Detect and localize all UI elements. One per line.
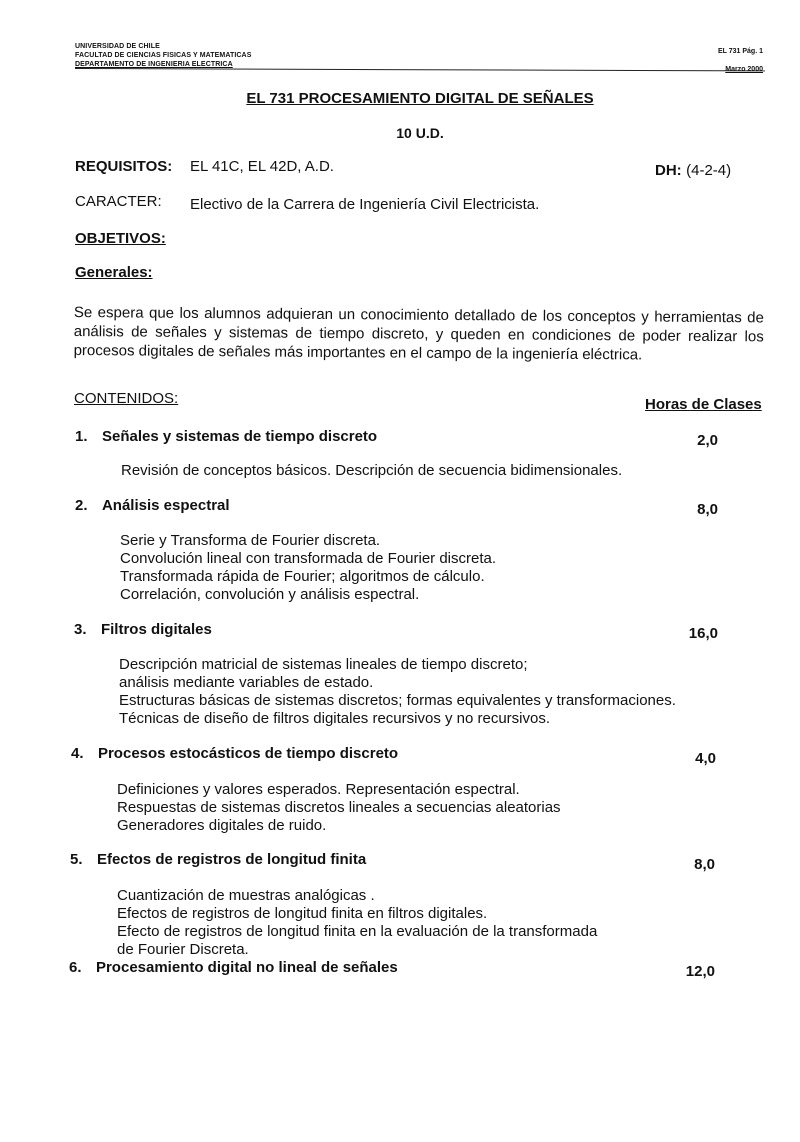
dh-label: DH: — [655, 162, 682, 179]
content-item — [75, 428, 377, 446]
header-rule — [75, 68, 765, 71]
item-number: 1. — [75, 428, 88, 445]
dh-field — [655, 162, 731, 180]
description-line: Efecto de registros de longitud finita en la evaluación de la transformada — [117, 923, 598, 940]
institution-header — [75, 42, 251, 69]
description-line: Correlación, convolución y análisis espectral. — [120, 586, 420, 603]
content-item — [70, 851, 366, 869]
contenidos-heading: CONTENIDOS: — [74, 390, 179, 407]
item-title: Efectos de registros de longitud finita — [96, 851, 367, 868]
description-line: Revisión de conceptos básicos. Descripción de secuencia bidimensionales. — [121, 462, 623, 479]
item-hours: 2,0 — [697, 432, 718, 449]
item-number: 2. — [75, 497, 88, 514]
document-date: Marzo 2000 — [725, 66, 763, 73]
item-hours: 8,0 — [697, 501, 718, 518]
item-title: Filtros digitales — [100, 621, 212, 638]
content-item — [71, 745, 398, 763]
institution-line: UNIVERSIDAD DE CHILE — [75, 43, 160, 50]
content-item — [74, 621, 212, 639]
caracter-label: CARACTER: — [75, 193, 162, 210]
description-line: Estructuras básicas de sistemas discretos; formas equivalentes y transformaciones. — [119, 692, 676, 709]
item-hours: 4,0 — [695, 750, 716, 767]
item-title: Procesamiento digital no lineal de señales — [95, 959, 398, 976]
generales-heading: Generales: — [75, 264, 153, 281]
item-description — [121, 462, 622, 480]
description-line: Transformada rápida de Fourier; algoritmos de cálculo. — [120, 568, 485, 585]
item-number: 4. — [71, 745, 84, 762]
content-item — [75, 497, 230, 515]
item-description — [117, 781, 561, 835]
caracter-value: Electivo de la Carrera de Ingeniería Civil Electricista. — [190, 196, 540, 213]
description-line: análisis mediante variables de estado. — [119, 674, 374, 691]
generales-paragraph: Se espera que los alumnos adquieran un conocimiento detallado de los conceptos y herramientas de análisis de señales y sistemas de tiempo discreto, y queden en condiciones de poder realizar los procesos digitales de señales más importantes en el campo de la ingeniería eléctrica. — [73, 303, 764, 364]
description-line: Descripción matricial de sistemas lineales de tiempo discreto; — [119, 656, 528, 673]
description-line: Definiciones y valores esperados. Representación espectral. — [117, 781, 520, 798]
description-line: Efectos de registros de longitud finita en filtros digitales. — [117, 905, 488, 922]
description-line: Respuestas de sistemas discretos lineales a secuencias aleatorias — [117, 799, 561, 816]
item-number: 5. — [70, 851, 83, 868]
page-reference: EL 731 Pág. 1 — [717, 48, 763, 55]
course-title: EL 731 PROCESAMIENTO DIGITAL DE SEÑALES — [246, 90, 594, 107]
item-title: Procesos estocásticos de tiempo discreto — [97, 745, 399, 762]
dh-value: (4-2-4) — [686, 162, 732, 179]
item-number: 3. — [74, 621, 87, 638]
item-title: Análisis espectral — [101, 497, 230, 514]
description-line: Cuantización de muestras analógicas . — [117, 887, 375, 904]
objetivos-heading: OBJETIVOS: — [75, 230, 166, 247]
institution-line: DEPARTAMENTO DE INGENIERIA ELECTRICA — [75, 61, 233, 68]
course-units: 10 U.D. — [396, 125, 444, 141]
description-line: de Fourier Discreta. — [117, 941, 249, 958]
item-description — [120, 532, 496, 604]
item-hours: 12,0 — [685, 963, 715, 980]
item-number: 6. — [69, 959, 82, 976]
description-line: Generadores digitales de ruido. — [117, 817, 327, 834]
item-description — [119, 656, 676, 728]
item-hours: 16,0 — [688, 625, 718, 642]
requisitos-label: REQUISITOS: — [75, 158, 173, 175]
institution-line: FACULTAD DE CIENCIAS FISICAS Y MATEMATICAS — [75, 52, 252, 59]
description-line: Técnicas de diseño de filtros digitales recursivos y no recursivos. — [119, 710, 551, 727]
description-line: Serie y Transforma de Fourier discreta. — [120, 532, 381, 549]
item-hours: 8,0 — [694, 856, 715, 873]
item-description — [117, 887, 597, 959]
item-title: Señales y sistemas de tiempo discreto — [101, 428, 378, 445]
hours-heading: Horas de Clases — [645, 396, 762, 413]
requisitos-value: EL 41C, EL 42D, A.D. — [190, 158, 334, 175]
description-line: Convolución lineal con transformada de Fourier discreta. — [120, 550, 497, 567]
content-item — [69, 959, 398, 977]
